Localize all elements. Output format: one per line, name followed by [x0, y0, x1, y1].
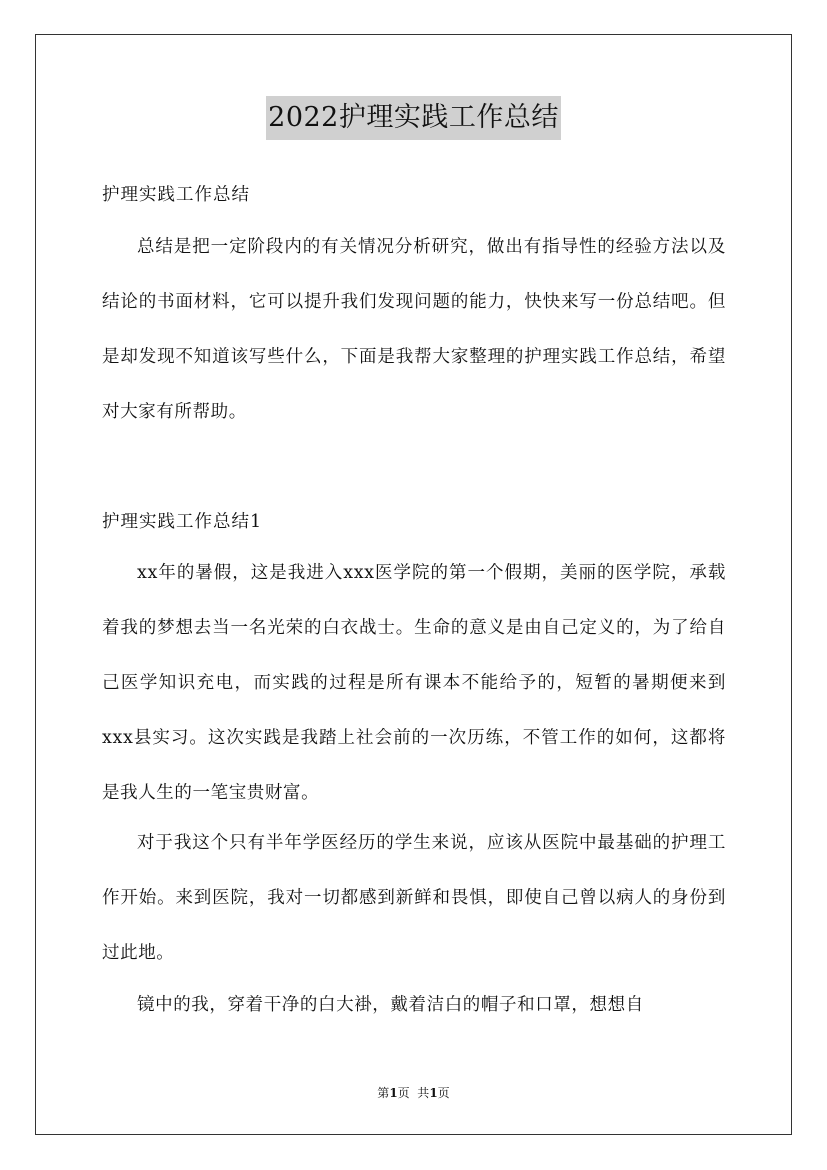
- footer-middle: 页 共: [397, 1086, 430, 1100]
- body-paragraph-2: 对于我这个只有半年学医经历的学生来说，应该从医院中最基础的护理工作开始。来到医院，我对一切都感到新鲜和畏惧，即使自己曾以病人的身份到过此地。: [102, 833, 726, 963]
- document-subtitle: 护理实践工作总结: [102, 185, 250, 205]
- intro-paragraph: 总结是把一定阶段内的有关情况分析研究，做出有指导性的经验方法以及结论的书面材料，它可以提升我们发现问题的能力，快快来写一份总结吧。但是却发现不知道该写些什么，下面是我帮大家整理的护理实践工作总结，希望对大家有所帮助。: [102, 237, 726, 422]
- page-footer: [0, 1084, 827, 1101]
- title-container: [0, 96, 827, 140]
- footer-page-number: 1: [389, 1086, 398, 1100]
- footer-total-pages: 1: [429, 1086, 438, 1100]
- body-paragraph-3: 镜中的我，穿着干净的白大褂，戴着洁白的帽子和口罩，想想自: [137, 995, 644, 1015]
- footer-suffix: 页: [437, 1086, 450, 1100]
- document-title: 2022护理实践工作总结: [266, 96, 561, 140]
- section-heading: 护理实践工作总结1: [102, 512, 263, 532]
- footer-prefix: 第: [377, 1086, 390, 1100]
- body-paragraph-1: xx年的暑假，这是我进入xxx医学院的第一个假期，美丽的医学院，承载着我的梦想去当一名光荣的白衣战士。生命的意义是由自己定义的，为了给自己医学知识充电，而实践的过程是所有课本不能给予的，短暂的暑期便来到xxx县实习。这次实践是我踏上社会前的一次历练，不管工作的如何，这都将是我人生的一笔宝贵财富。: [102, 563, 726, 803]
